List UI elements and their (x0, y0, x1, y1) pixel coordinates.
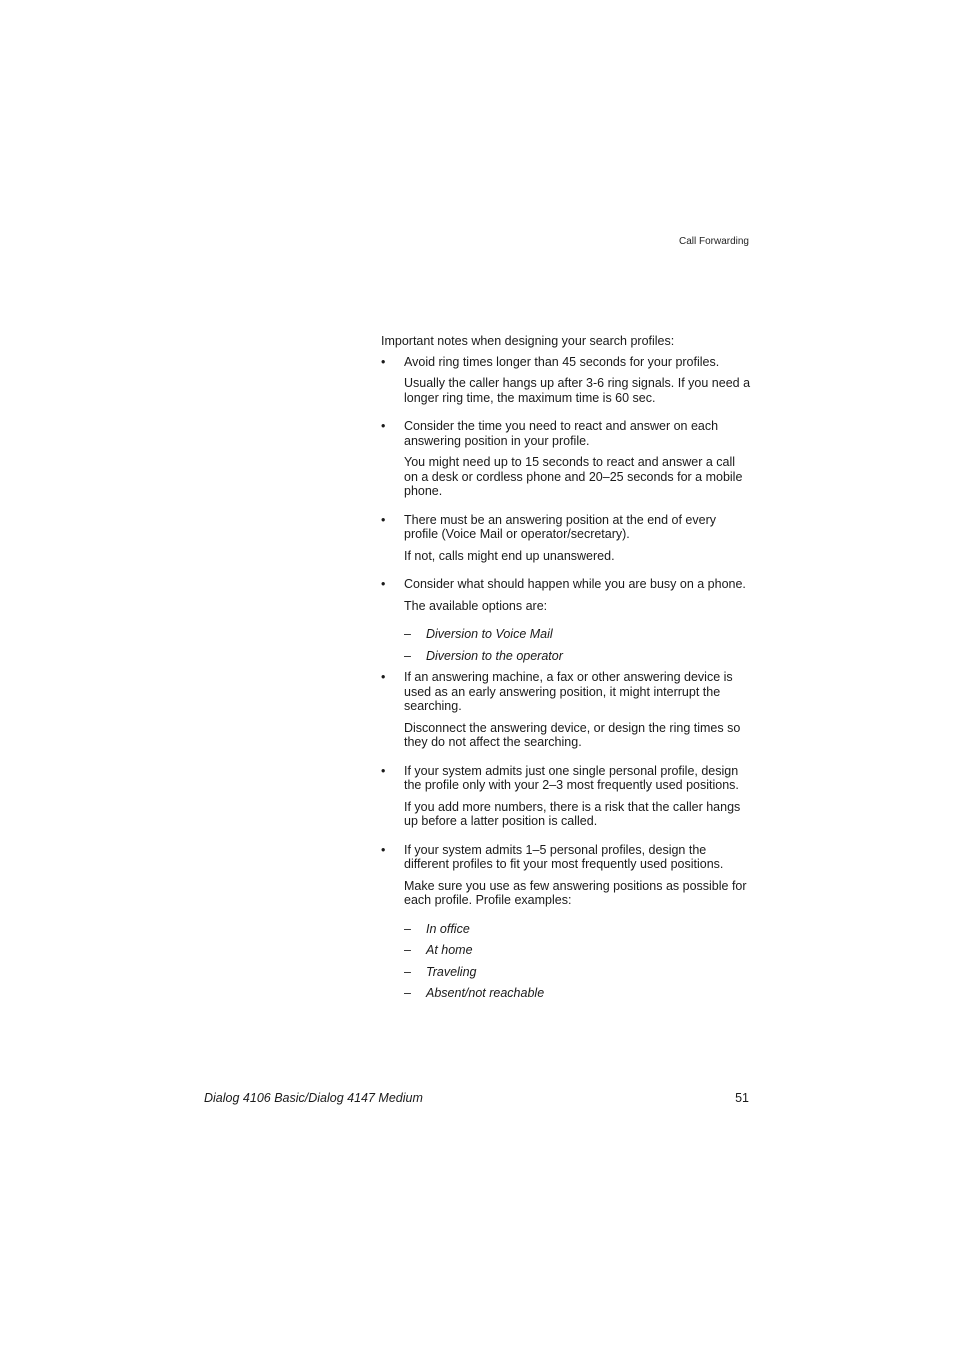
option-text: At home (426, 943, 473, 957)
bullet-sub: If you add more numbers, there is a risk that the caller hangs up before a latter position is called. (404, 799, 741, 828)
list-item (381, 419, 751, 499)
dash-icon: – (404, 943, 411, 957)
option-item (381, 922, 751, 937)
bullet-main: Consider the time you need to react and answer on each answering position in your profile. (404, 419, 719, 448)
list-item (381, 355, 751, 406)
bullet-sub: The available options are: (404, 598, 548, 613)
bullet-icon: • (381, 842, 386, 857)
page-number: 51 (735, 1091, 749, 1105)
option-item (381, 943, 751, 958)
bullet-main: There must be an answering position at the end of every profile (Voice Mail or operator/secretary). (404, 512, 716, 541)
footer-title: Dialog 4106 Basic/Dialog 4147 Medium (204, 1091, 423, 1105)
bullet-icon: • (381, 577, 386, 591)
dash-icon: – (404, 627, 411, 641)
bullet-icon: • (381, 512, 386, 527)
option-text: Diversion to Voice Mail (426, 627, 553, 641)
page-content (381, 334, 751, 1001)
bullet-icon: • (381, 354, 386, 369)
list-item (381, 577, 751, 613)
bullet-icon: • (381, 763, 386, 778)
bullet-main: If your system admits just one single personal profile, design the profile only with your 2–3 most frequently used positions. (404, 763, 739, 792)
running-header: Call Forwarding (678, 236, 749, 247)
list-item (381, 843, 751, 908)
bullet-sub: Disconnect the answering device, or design the ring times so they do not affect the searching. (404, 720, 741, 749)
option-text: Absent/not reachable (426, 986, 545, 1000)
bullet-main: If an answering machine, a fax or other answering device is used as an early answering position, it might interrupt the searching. (404, 670, 733, 713)
bullet-main: If your system admits 1–5 personal profiles, design the different profiles to fit your most frequently used positions. (404, 842, 724, 871)
bullet-sub: If not, calls might end up unanswered. (404, 548, 615, 563)
bullet-sub: Usually the caller hangs up after 3-6 ring signals. If you need a longer ring time, the maximum time is 60 sec. (404, 376, 751, 405)
bullet-main: Avoid ring times longer than 45 seconds for your profiles. (404, 354, 720, 369)
dash-icon: – (404, 648, 411, 663)
bullet-main: Consider what should happen while you are busy on a phone. (404, 577, 746, 591)
dash-icon: – (404, 964, 411, 979)
option-text: Traveling (426, 964, 477, 979)
option-item (381, 965, 751, 980)
dash-icon: – (404, 921, 411, 936)
option-text: Diversion to the operator (426, 648, 563, 663)
option-item (381, 627, 751, 642)
bullet-sub: You might need up to 15 seconds to react and answer a call on a desk or cordless phone and 20–25 seconds for a mobile phone. (404, 455, 743, 498)
bullet-sub: Make sure you use as few answering positions as possible for each profile. Profile examples: (404, 878, 747, 907)
list-item (381, 670, 751, 750)
list-item (381, 764, 751, 829)
option-item (381, 649, 751, 664)
bullet-icon: • (381, 670, 386, 684)
list-item (381, 513, 751, 564)
option-text: In office (426, 921, 470, 936)
dash-icon: – (404, 986, 411, 1000)
intro-text: Important notes when designing your search profiles: (381, 334, 675, 348)
option-item (381, 986, 751, 1001)
bullet-icon: • (381, 419, 386, 433)
